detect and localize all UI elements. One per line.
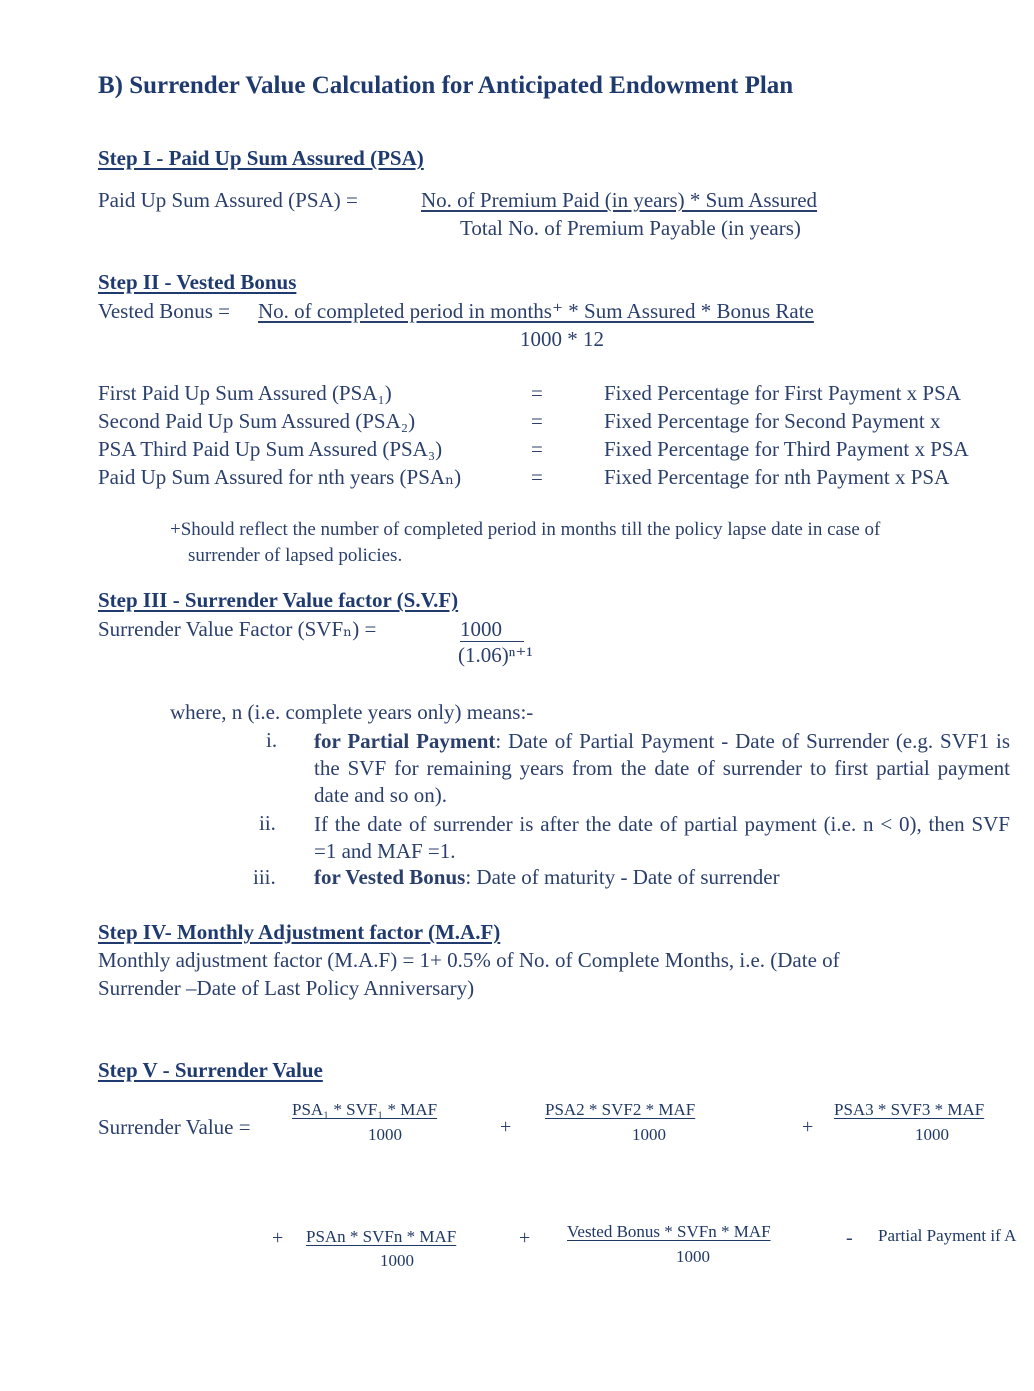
item-3-bold: for Vested Bonus	[314, 865, 466, 889]
term-4-numerator: PSAn * SVFn * MAF	[306, 1227, 457, 1246]
svf-numerator: 1000	[460, 617, 524, 642]
maf-line-1: Monthly adjustment factor (M.A.F) = 1+ 0.5% of No. of Complete Months, i.e. (Date of	[98, 948, 840, 972]
term-2-denominator: 1000	[632, 1125, 666, 1144]
term-5-numerator: Vested Bonus * SVFn * MAF	[567, 1222, 771, 1241]
page-title: B) Surrender Value Calculation for Anticipated Endowment Plan	[98, 72, 794, 99]
plus-2: +	[802, 1116, 814, 1138]
term-1-numerator: PSA₁ * SVF₁ * MAF	[292, 1100, 438, 1119]
item-3	[314, 865, 780, 890]
item-1-text: : Date of Partial Payment - Date of Surrender (e.g. SVF1 is the SVF for remaining years from the date of surrender to first partial payment date and so on).	[314, 729, 1010, 807]
svf-denominator: (1.06)ⁿ⁺¹	[458, 643, 533, 667]
psa-row-2-left: Second Paid Up Sum Assured (PSA₂)	[98, 409, 416, 433]
term-3-numerator: PSA3 * SVF3 * MAF	[834, 1100, 985, 1119]
item-1-bold: for Partial Payment	[314, 729, 496, 753]
psa-row-2-right: Fixed Percentage for Second Payment x	[604, 409, 941, 433]
psa-row-3-right: Fixed Percentage for Third Payment x PSA	[604, 437, 969, 461]
item-2-text: If the date of surrender is after the date of partial payment (i.e. n < 0), then SVF =1 and MAF =1.	[314, 812, 1010, 863]
minus-sign: -	[846, 1227, 853, 1249]
vested-bonus-denominator: 1000 * 12	[520, 327, 604, 351]
term-2-numerator: PSA2 * SVF2 * MAF	[545, 1100, 696, 1119]
step4-heading: Step IV- Monthly Adjustment factor (M.A.F)	[98, 920, 501, 944]
term-3-denominator: 1000	[915, 1125, 949, 1144]
term-5-denominator: 1000	[676, 1247, 710, 1266]
surrender-value-label: Surrender Value =	[98, 1115, 251, 1139]
item-2-number: ii.	[259, 811, 276, 835]
psa-row-4-eq: =	[531, 465, 543, 489]
item-2	[314, 811, 1010, 865]
psa-row-2-eq: =	[531, 409, 543, 433]
step5-heading: Step V - Surrender Value	[98, 1058, 323, 1082]
step1-heading: Step I - Paid Up Sum Assured (PSA)	[98, 146, 424, 170]
psa-row-1-eq: =	[531, 381, 543, 405]
psa-row-1-left: First Paid Up Sum Assured (PSA₁)	[98, 381, 392, 405]
vested-bonus-numerator: No. of completed period in months⁺ * Sum Assured * Bonus Rate	[258, 299, 814, 323]
term-4-denominator: 1000	[380, 1251, 414, 1270]
psa-label: Paid Up Sum Assured (PSA) =	[98, 188, 358, 212]
svf-label: Surrender Value Factor (SVFₙ) =	[98, 617, 377, 641]
plus-4: +	[519, 1227, 531, 1249]
vested-bonus-label: Vested Bonus =	[98, 299, 231, 323]
maf-line-2: Surrender –Date of Last Policy Anniversary)	[98, 976, 475, 1000]
term-1-denominator: 1000	[368, 1125, 402, 1144]
plus-1: +	[500, 1116, 512, 1138]
psa-row-3-eq: =	[531, 437, 543, 461]
footnote-line-2: surrender of lapsed policies.	[188, 545, 403, 566]
item-3-number: iii.	[253, 865, 276, 889]
step2-heading: Step II - Vested Bonus	[98, 270, 297, 294]
partial-payment-text: Partial Payment if A	[878, 1226, 1017, 1245]
plus-3: +	[272, 1227, 284, 1249]
psa-row-4-right: Fixed Percentage for nth Payment x PSA	[604, 465, 950, 489]
item-3-text: : Date of maturity - Date of surrender	[465, 865, 780, 889]
where-text: where, n (i.e. complete years only) means:-	[170, 700, 534, 724]
step3-heading: Step III - Surrender Value factor (S.V.F)	[98, 588, 459, 612]
item-1	[314, 728, 1010, 809]
psa-row-3-left: PSA Third Paid Up Sum Assured (PSA₃)	[98, 437, 443, 461]
psa-numerator: No. of Premium Paid (in years) * Sum Assured	[421, 188, 818, 212]
footnote-line-1: +Should reflect the number of completed period in months till the policy lapse date in case of	[170, 519, 881, 540]
psa-denominator: Total No. of Premium Payable (in years)	[460, 216, 801, 240]
psa-row-1-right: Fixed Percentage for First Payment x PSA	[604, 381, 961, 405]
item-1-number: i.	[266, 728, 278, 752]
psa-row-4-left: Paid Up Sum Assured for nth years (PSAₙ)	[98, 465, 462, 489]
